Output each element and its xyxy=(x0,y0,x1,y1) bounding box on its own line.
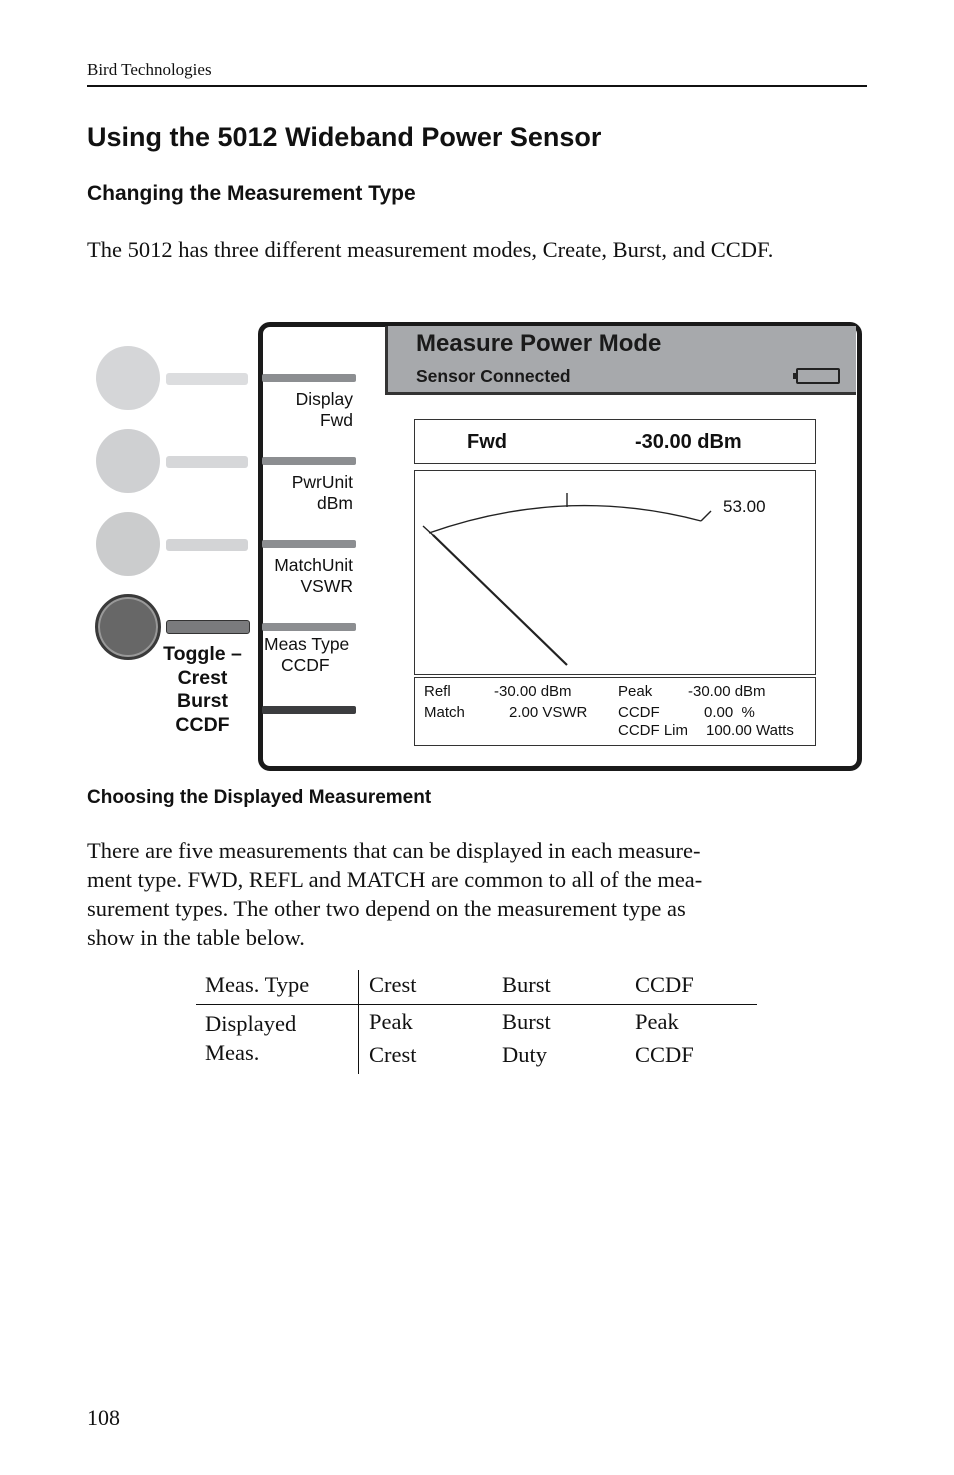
primary-readout-value: -30.00 dBm xyxy=(635,431,742,453)
ccdf-lim-value: 100.00 Watts xyxy=(706,722,794,739)
screen-title: Measure Power Mode xyxy=(416,330,662,357)
table-row-label xyxy=(196,1005,359,1075)
table-cell: Duty xyxy=(502,1042,547,1067)
section-title: Using the 5012 Wideband Power Sensor xyxy=(87,122,602,152)
table-header-cell: Burst xyxy=(502,970,635,1005)
subsection-heading-displayed-measurement: Choosing the Displayed Measurement xyxy=(87,787,432,808)
callout-line-2: Crest xyxy=(177,666,228,689)
peak-label: Peak xyxy=(618,683,653,700)
header-rule xyxy=(87,85,867,87)
row-label-line: Meas. xyxy=(205,1040,260,1065)
menu-bar-3 xyxy=(262,540,356,548)
callout-line-3: Burst xyxy=(177,690,228,712)
softkey-matchunit-line2: VSWR xyxy=(300,576,353,596)
ccdf-lim-label: CCDF Lim xyxy=(618,722,688,739)
softkey-matchunit-line1: MatchUnit xyxy=(274,555,353,575)
softkey-display-line2: Fwd xyxy=(319,410,353,430)
menu-bar-5 xyxy=(262,706,356,714)
soft-button-2-bar xyxy=(166,456,248,468)
softkey-pwrunit-line2: dBm xyxy=(317,493,353,513)
table-cell: Crest xyxy=(369,1042,417,1067)
running-header: Bird Technologies xyxy=(87,60,212,79)
paragraph2-line: There are five measurements that can be displayed in each measure- xyxy=(87,838,701,863)
table-cell: Peak xyxy=(369,1009,413,1034)
subsection-heading-measurement-type: Changing the Measurement Type xyxy=(87,182,416,205)
softkey-matchunit[interactable] xyxy=(263,555,353,597)
battery-icon xyxy=(796,368,840,384)
table-cell: Burst xyxy=(502,1009,551,1034)
meter-right-tick xyxy=(701,511,711,521)
secondary-readings xyxy=(414,677,816,746)
soft-button-3[interactable] xyxy=(96,512,160,576)
table-header-cell: CCDF xyxy=(635,970,757,1005)
softkey-meastype-line2: CCDF xyxy=(281,655,330,675)
table-cell: Peak xyxy=(635,1009,679,1034)
softkey-pwrunit-line1: PwrUnit xyxy=(291,472,353,492)
page-number: 108 xyxy=(87,1405,120,1430)
soft-button-4-bar xyxy=(166,620,250,634)
match-value: 2.00 VSWR xyxy=(509,704,588,721)
menu-bar-4 xyxy=(262,623,356,631)
table-cell: CCDF xyxy=(635,1042,694,1067)
meter-scale-max: 53.00 xyxy=(723,497,766,516)
soft-button-2[interactable] xyxy=(96,429,160,493)
sensor-status: Sensor Connected xyxy=(416,366,571,386)
primary-readout-label: Fwd xyxy=(467,431,507,453)
ccdf-label: CCDF xyxy=(618,704,660,721)
softkey-display-line1: Display xyxy=(295,389,353,409)
soft-button-1[interactable] xyxy=(96,346,160,410)
table-header-row xyxy=(196,970,757,1005)
paragraph2-line: show in the table below. xyxy=(87,925,305,950)
screen-title-bar xyxy=(385,326,856,395)
refl-label: Refl xyxy=(424,683,451,700)
peak-value: -30.00 dBm xyxy=(688,683,766,700)
table-row xyxy=(196,1005,757,1040)
menu-bar-2 xyxy=(262,457,356,465)
softkey-display[interactable] xyxy=(263,389,353,431)
row-label-line: Displayed xyxy=(205,1011,297,1036)
refl-value: -30.00 dBm xyxy=(494,683,572,700)
measurement-table xyxy=(196,970,757,1074)
analog-meter xyxy=(414,470,816,675)
paragraph2-line: surement types. The other two depend on the measurement type as xyxy=(87,896,686,921)
table-header-cell: Meas. Type xyxy=(196,970,359,1005)
ccdf-value: 0.00 % xyxy=(704,704,755,721)
primary-readout-box xyxy=(414,419,816,464)
menu-bar-1 xyxy=(262,374,356,382)
callout-line-4: CCDF xyxy=(175,713,230,736)
meter-scale-arc xyxy=(429,506,701,533)
paragraph-five-measurements xyxy=(87,836,867,952)
meter-needle xyxy=(433,535,567,665)
toggle-callout xyxy=(150,643,255,737)
paragraph-measurement-modes: The 5012 has three different measurement modes, Create, Burst, and CCDF. xyxy=(87,237,774,262)
softkey-meastype-line1: Meas Type xyxy=(264,634,350,654)
soft-button-1-bar xyxy=(166,373,248,385)
softkey-pwrunit[interactable] xyxy=(263,472,353,514)
table-header-cell: Crest xyxy=(359,970,503,1005)
soft-button-3-bar xyxy=(166,539,248,551)
callout-line-1: Toggle – xyxy=(163,643,242,665)
paragraph2-line: ment type. FWD, REFL and MATCH are common to all of the mea- xyxy=(87,867,703,892)
softkey-meastype[interactable] xyxy=(264,634,349,676)
match-label: Match xyxy=(424,704,465,721)
